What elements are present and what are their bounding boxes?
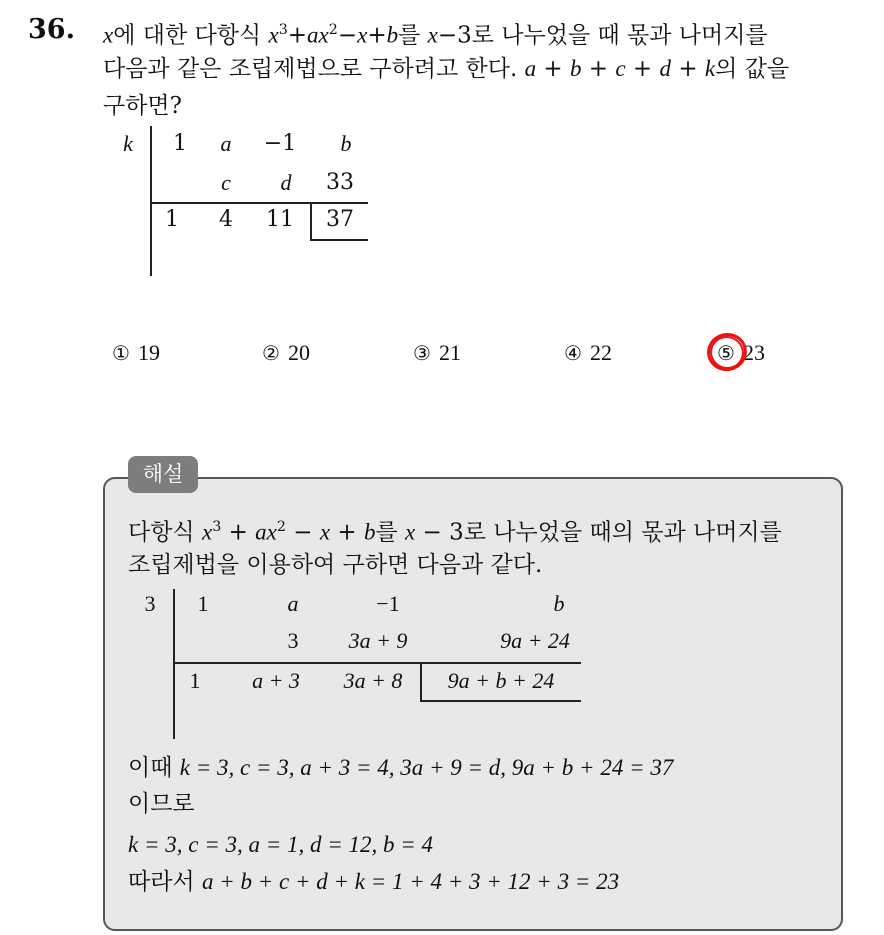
- table-cell: 1: [173, 131, 187, 156]
- solution-tag: 해설: [128, 456, 198, 493]
- table-divisor: k: [123, 131, 133, 156]
- solution-table-cell: 9a + b + 24: [447, 668, 555, 693]
- choice-5[interactable]: ⑤ 23: [717, 340, 765, 365]
- solution-table-cell: a: [287, 591, 299, 616]
- solution-table-cell: b: [553, 591, 565, 616]
- solution-table-horizontal-line: [173, 662, 581, 664]
- solution-line-6: 따라서 a + b + c + d + k = 1 + 4 + 3 + 12 + 3 = 23: [128, 869, 620, 895]
- solution-table-divisor: 3: [144, 591, 156, 616]
- table-cell: d: [280, 170, 292, 195]
- solution-table-cell: 1: [189, 668, 201, 693]
- solution-remainder-box-bottom: [420, 700, 581, 702]
- solution-table-cell: a + 3: [252, 668, 300, 693]
- table-cell: −1: [263, 131, 297, 156]
- choice-4[interactable]: ④ 22: [564, 340, 612, 365]
- table-cell: 37: [326, 207, 354, 232]
- table-horizontal-line: [150, 202, 368, 204]
- remainder-box-bottom: [310, 239, 368, 241]
- solution-remainder-box-left: [420, 663, 422, 701]
- table-cell: 11: [266, 207, 294, 232]
- solution-line-3: 이때 k = 3, c = 3, a + 3 = 4, 3a + 9 = d, 9a + b + 24 = 37: [128, 755, 674, 781]
- question-line-1: x에 대한 다항식 $x^3+ax^2-x+b$를 x−3로 나누었을 때 몫과 나머지를: [103, 22, 768, 49]
- solution-table-cell: 3a + 9: [348, 628, 408, 653]
- table-cell: 4: [219, 207, 233, 232]
- solution-line-4: 이므로: [128, 791, 195, 817]
- choice-3[interactable]: ③ 21: [413, 340, 461, 365]
- solution-table-cell: 3a + 8: [343, 668, 403, 693]
- question-line-2: 다음과 같은 조립제법으로 구하려고 한다. a + b + c + d + k의 값을: [103, 56, 790, 82]
- solution-table-cell: 3: [287, 628, 299, 653]
- remainder-box-left: [310, 203, 312, 240]
- solution-table-cell: −1: [376, 591, 400, 616]
- table-cell: 33: [326, 170, 354, 195]
- question-line-3: 구하면?: [103, 93, 182, 119]
- table-cell: 1: [165, 207, 179, 232]
- solution-line-2: 조립제법을 이용하여 구하면 다음과 같다.: [128, 552, 543, 578]
- choice-1[interactable]: ① 19: [112, 340, 160, 365]
- solution-line-1: 다항식 $x^3 + ax^2 - x + b$를 x − 3로 나누었을 때의 몫과 나머지를: [128, 519, 782, 546]
- solution-table-cell: 9a + 24: [500, 628, 570, 653]
- table-cell: a: [220, 131, 232, 156]
- solution-table-cell: 1: [197, 591, 209, 616]
- table-cell: b: [340, 131, 352, 156]
- choice-2[interactable]: ② 20: [262, 340, 310, 365]
- solution-line-5: k = 3, c = 3, a = 1, d = 12, b = 4: [128, 832, 434, 857]
- table-cell: c: [221, 170, 231, 195]
- answer-circle-mark-inner: [705, 331, 748, 374]
- question-number: 36.: [28, 14, 75, 45]
